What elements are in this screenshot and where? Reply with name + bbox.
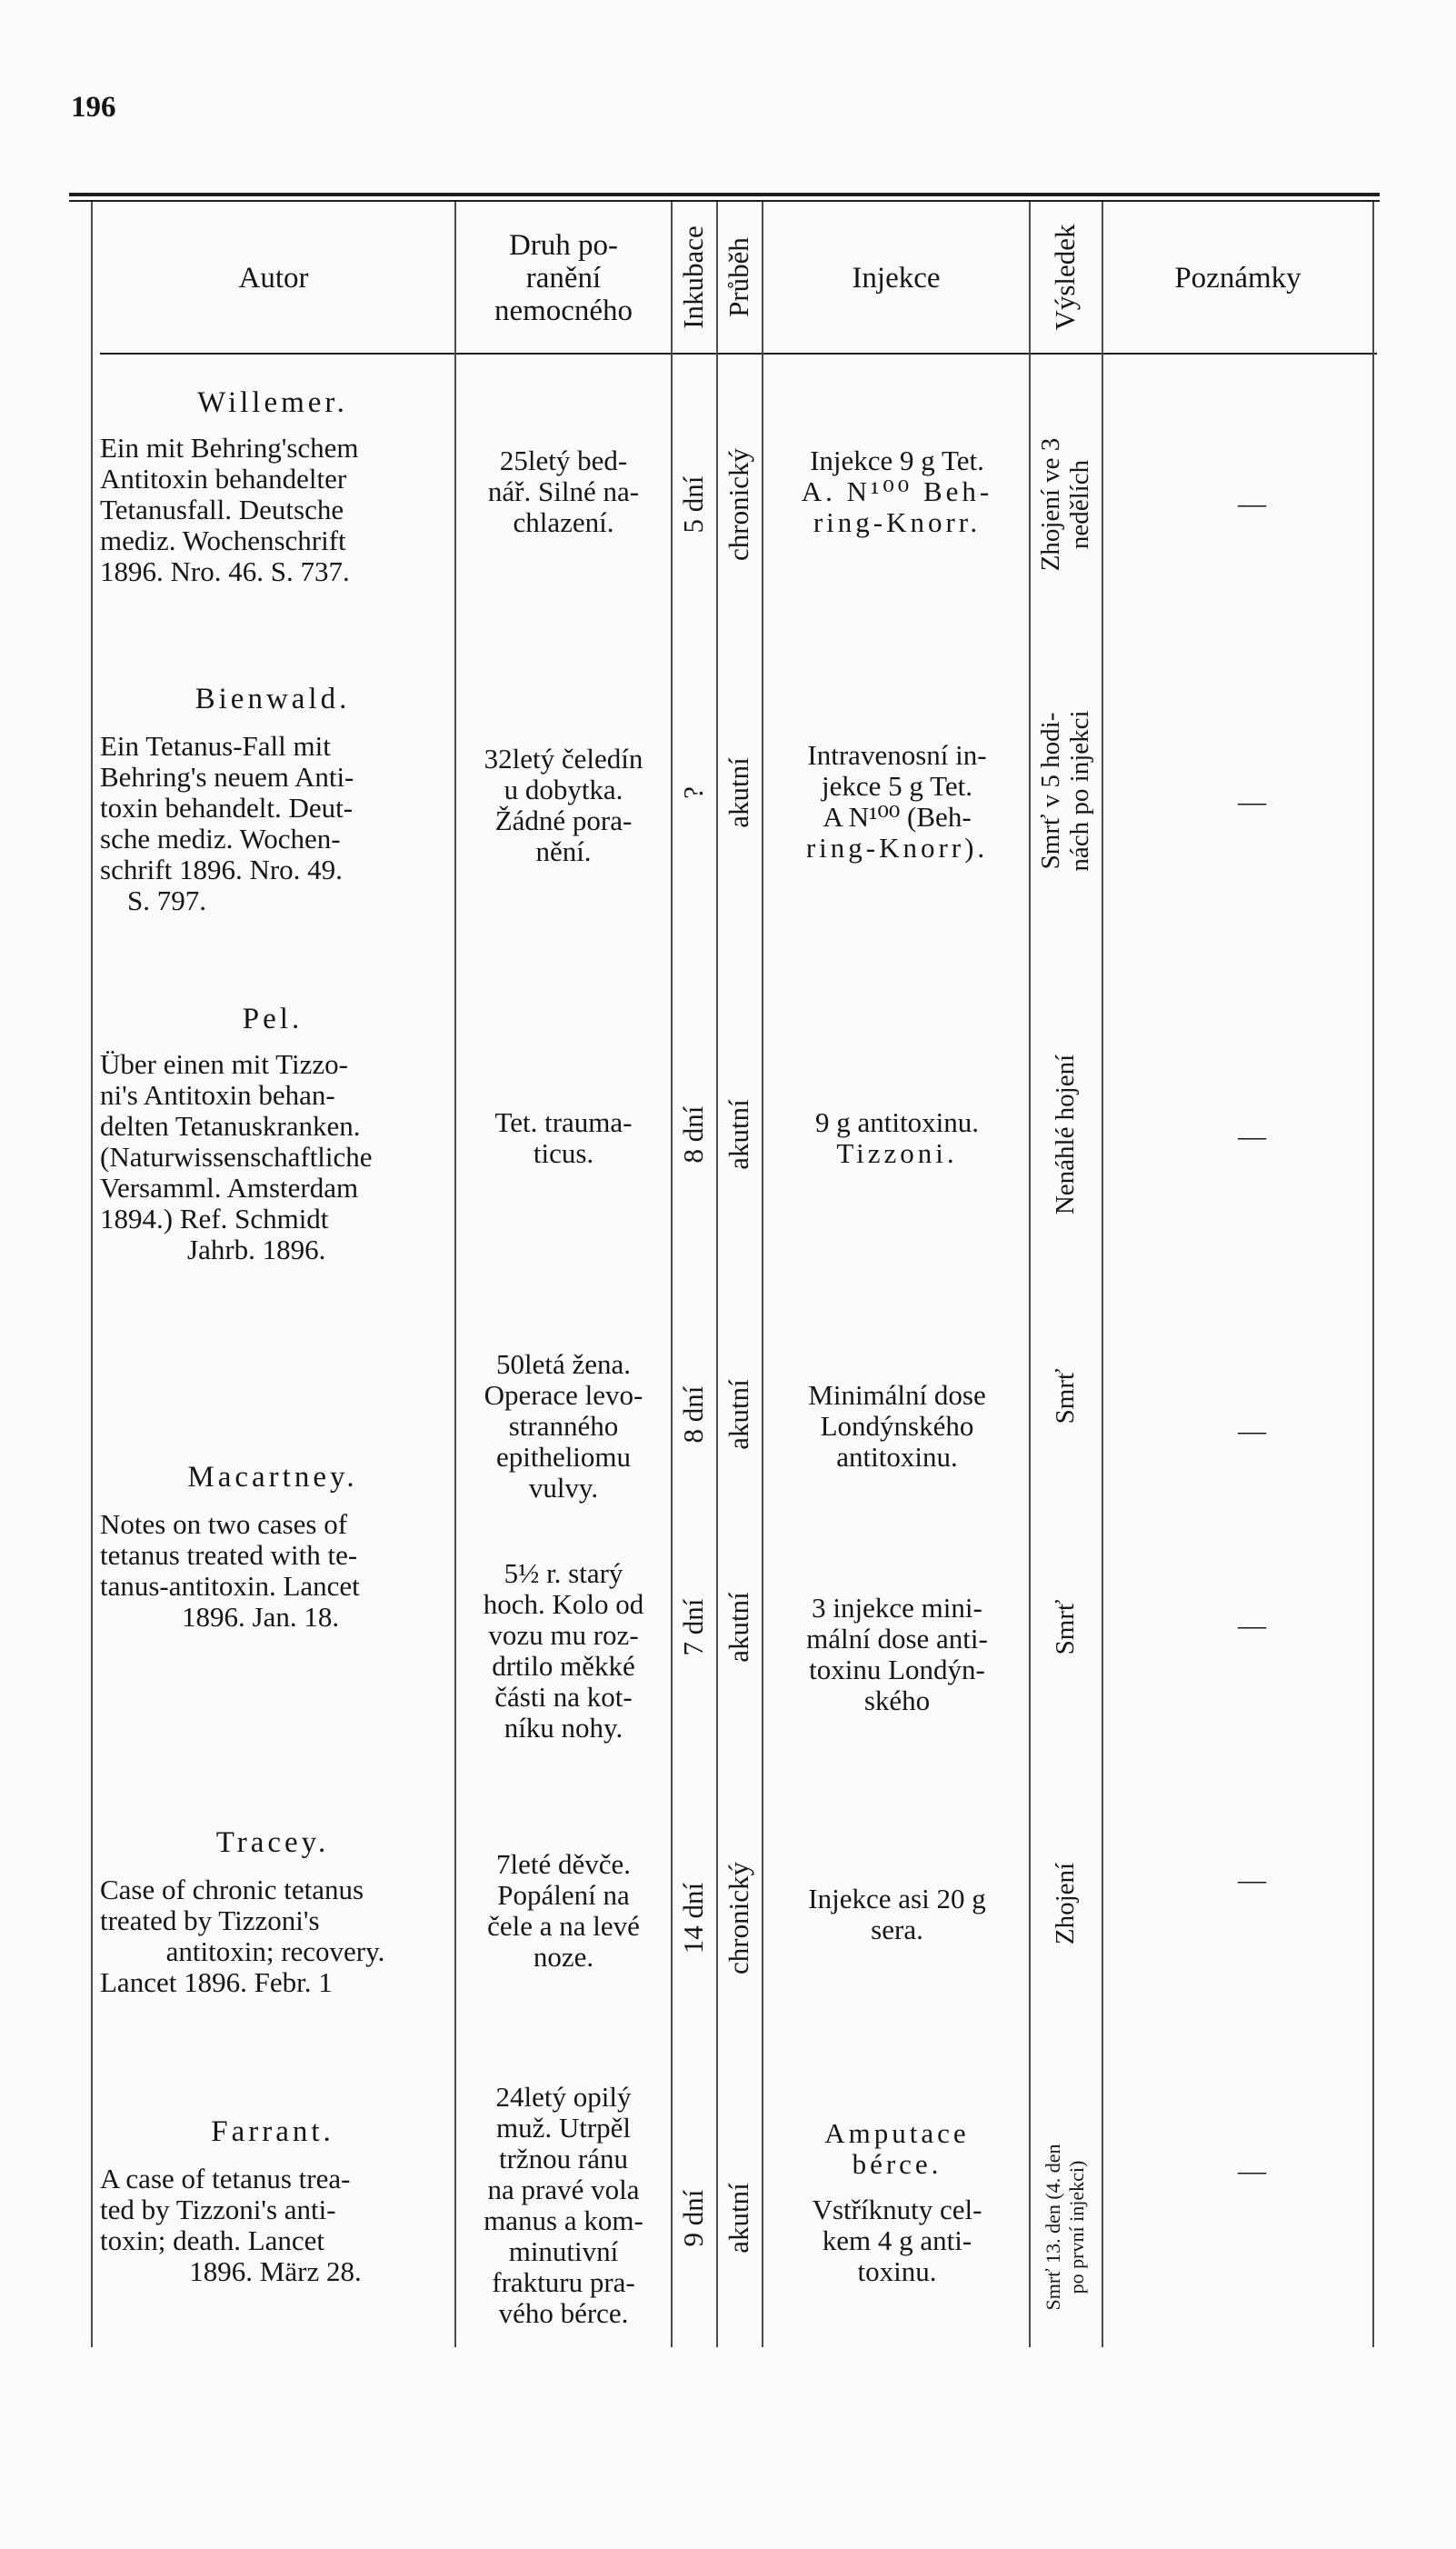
injury-line: ticus. xyxy=(533,1137,594,1169)
header-druh-line-3: nemocného xyxy=(494,295,633,327)
injection-line: mální dose anti- xyxy=(806,1623,988,1654)
header-prubeh: Průběh xyxy=(723,237,754,317)
injury-line: 5½ r. starý xyxy=(504,1557,623,1589)
injury-line: minutivní xyxy=(508,2235,619,2267)
author-reference xyxy=(100,1874,451,1998)
injection-line: A N¹⁰⁰ (Beh- xyxy=(823,801,972,833)
injury-line: Tet. trauma- xyxy=(494,1106,633,1138)
ref-line: (Naturwissenschaftliche xyxy=(100,1141,373,1173)
injury-description xyxy=(456,1558,671,1744)
injury-line: 32letý čeledín xyxy=(484,743,643,775)
result xyxy=(1036,710,1094,871)
result: Zhojení xyxy=(1051,1862,1080,1945)
ref-line: 1896. Nro. 46. S. 737. xyxy=(100,555,350,587)
ref-line: Jahrb. 1896. xyxy=(187,1234,326,1265)
right-border xyxy=(1372,202,1374,2347)
col-divider-inkubace xyxy=(716,202,718,2347)
injection-line: sera. xyxy=(871,1914,923,1945)
injection-line: Tizzoni. xyxy=(836,1137,958,1169)
author-reference xyxy=(100,433,451,587)
header-poznamky: Poznámky xyxy=(1174,262,1301,295)
injury-line: 25letý bed- xyxy=(499,445,628,476)
injury-description xyxy=(456,744,671,867)
ref-line: toxin behandelt. Deut- xyxy=(100,792,354,824)
injury-line: epitheliomu xyxy=(495,1441,632,1473)
ref-line: treated by Tizzoni's xyxy=(100,1904,320,1936)
injection-line: toxinu Londýn- xyxy=(809,1654,985,1685)
author-name: Farrant. xyxy=(211,2115,334,2148)
col-divider-vysledek xyxy=(1102,202,1103,2347)
incubation: 7 dní xyxy=(677,1598,709,1656)
injection-line: Minimální dose xyxy=(808,1379,986,1411)
author-reference xyxy=(100,1509,451,1633)
injury-line: stranného xyxy=(508,1410,619,1442)
author-reference xyxy=(100,731,451,916)
ref-line: antitoxin; recovery. xyxy=(165,1935,385,1967)
ref-line: Case of chronic tetanus xyxy=(100,1874,364,1905)
ref-line: ni's Antitoxin behan- xyxy=(100,1079,335,1111)
ref-line: tetanus treated with te- xyxy=(100,1539,358,1571)
injection xyxy=(765,2118,1029,2287)
injury-line: Operace levo- xyxy=(484,1379,643,1411)
result: Smrť xyxy=(1051,1599,1080,1655)
notes: — xyxy=(1238,1414,1266,1446)
injection-line: Amputace xyxy=(824,2117,970,2149)
injury-description xyxy=(456,1107,671,1169)
injury-line: nění. xyxy=(535,835,592,867)
injection-line: ring-Knorr. xyxy=(813,506,982,538)
injection-line: A. N¹⁰⁰ Beh- xyxy=(801,475,993,507)
incubation: 8 dní xyxy=(677,1105,709,1164)
ref-line: Über einen mit Tizzo- xyxy=(100,1048,348,1080)
header-druh-line-2: ranění xyxy=(525,262,602,295)
incubation: 9 dní xyxy=(677,2189,709,2247)
injury-line: vulvy. xyxy=(528,1472,599,1504)
injection-line: toxinu. xyxy=(857,2255,937,2287)
injury-line: hoch. Kolo od xyxy=(483,1588,644,1620)
injection-line: Injekce 9 g Tet. xyxy=(810,445,984,476)
author-reference xyxy=(100,1049,451,1265)
author-name: Pel. xyxy=(242,1003,304,1035)
author-name: Willemer. xyxy=(197,386,348,419)
result-line: Smrť v 5 hodi- xyxy=(1036,712,1065,870)
ref-line: schrift 1896. Nro. 49. xyxy=(100,854,343,885)
injury-line: části na kot- xyxy=(494,1681,633,1713)
ref-line: Lancet 1896. Febr. 1 xyxy=(100,1966,333,1998)
course: akutní xyxy=(723,2183,754,2254)
incubation: 14 dní xyxy=(677,1882,709,1954)
injury-line: muž. Utrpěl xyxy=(495,2112,632,2144)
header-druh-line-1: Druh po- xyxy=(508,229,619,262)
ref-line: 1896. Jan. 18. xyxy=(182,1601,340,1633)
injection xyxy=(765,740,1029,864)
injury-line: 7leté děvče. xyxy=(495,1848,632,1880)
injury-line: noze. xyxy=(533,1941,594,1973)
result-line: Zhojení ve 3 xyxy=(1036,437,1065,572)
col-divider-druh xyxy=(671,202,673,2347)
injury-line: manus a kom- xyxy=(484,2204,643,2236)
result: Nenáhlé hojení xyxy=(1051,1054,1080,1215)
ref-line: tanus-antitoxin. Lancet xyxy=(100,1570,360,1602)
injury-description xyxy=(456,1849,671,1973)
course: chronický xyxy=(723,448,754,561)
injection-line: jekce 5 g Tet. xyxy=(822,770,972,802)
author-name: Tracey. xyxy=(215,1826,330,1859)
result-line: nách po injekci xyxy=(1065,710,1094,872)
injection xyxy=(765,1884,1029,1945)
header-vysledek: Výsledek xyxy=(1049,224,1081,331)
course: akutní xyxy=(723,1099,754,1170)
page-number: 196 xyxy=(71,91,116,124)
ref-line: 1894.) Ref. Schmidt xyxy=(100,1203,329,1235)
injection xyxy=(765,445,1029,538)
notes: — xyxy=(1238,785,1266,817)
injury-line: na pravé vola xyxy=(487,2174,640,2205)
ref-line: S. 797. xyxy=(127,885,206,916)
ref-line: Tetanusfall. Deutsche xyxy=(100,494,344,525)
author-name: Bienwald. xyxy=(194,683,351,715)
header-injekce: Injekce xyxy=(852,262,941,295)
ref-line: Ein Tetanus-Fall mit xyxy=(100,730,331,762)
injury-line: vého bérce. xyxy=(498,2297,629,2329)
left-border xyxy=(91,202,93,2347)
injection-line: Injekce asi 20 g xyxy=(808,1883,986,1914)
result-line: po první injekci) xyxy=(1065,2160,1088,2294)
result-line: nedělích xyxy=(1065,459,1094,550)
incubation: 8 dní xyxy=(677,1385,709,1444)
notes: — xyxy=(1238,2154,1266,2186)
injury-line: níku nohy. xyxy=(504,1712,623,1744)
ref-line: 1896. März 28. xyxy=(189,2255,362,2287)
injection-line: bérce. xyxy=(852,2148,942,2180)
header-autor: Autor xyxy=(238,262,309,295)
injection xyxy=(765,1380,1029,1473)
injection-line: antitoxinu. xyxy=(836,1441,958,1473)
ref-line: mediz. Wochenschrift xyxy=(100,525,346,556)
injection xyxy=(765,1593,1029,1716)
injury-line: vozu mu roz- xyxy=(488,1619,639,1651)
incubation: 5 dní xyxy=(677,475,709,534)
notes: — xyxy=(1238,487,1266,519)
injection-line: ring-Knorr). xyxy=(805,832,989,864)
injection-line: Vstříknuty cel- xyxy=(812,2194,982,2225)
notes: — xyxy=(1238,1864,1266,1895)
ref-line: ted by Tizzoni's anti- xyxy=(100,2194,336,2225)
col-divider-prubeh xyxy=(762,202,763,2347)
ref-line: Notes on two cases of xyxy=(100,1508,348,1540)
injury-line: Žádné pora- xyxy=(494,805,633,836)
result-line: Smrť 13. den (4. den xyxy=(1042,2144,1064,2311)
injection xyxy=(765,1107,1029,1169)
course: akutní xyxy=(723,1379,754,1450)
ref-line: A case of tetanus trea- xyxy=(100,2163,351,2194)
result xyxy=(1036,438,1094,572)
injury-line: u dobytka. xyxy=(504,774,623,805)
notes: — xyxy=(1238,1120,1266,1152)
author-reference xyxy=(100,2164,451,2287)
injury-line: drtilo měkké xyxy=(492,1650,635,1682)
col-divider-injekce xyxy=(1029,202,1031,2347)
header-rule xyxy=(100,353,1377,355)
course: akutní xyxy=(723,1592,754,1663)
injury-line: tržnou ránu xyxy=(498,2143,629,2174)
course: akutní xyxy=(723,757,754,828)
injury-line: 24letý opilý xyxy=(495,2081,632,2113)
ref-line: toxin; death. Lancet xyxy=(100,2224,325,2256)
top-rule-thin xyxy=(69,200,1380,202)
incubation: ? xyxy=(677,786,709,799)
top-rule-thick xyxy=(69,193,1380,196)
injury-line: chlazení. xyxy=(513,506,614,538)
ref-line: delten Tetanuskranken. xyxy=(100,1110,361,1142)
injury-description xyxy=(456,445,671,538)
injection-line: Intravenosní in- xyxy=(807,739,987,771)
injury-line: 50letá žena. xyxy=(495,1348,632,1380)
result xyxy=(1042,2144,1089,2311)
injury-description xyxy=(456,1349,671,1504)
injection-line: ského xyxy=(863,1684,931,1716)
injury-line: čele a na levé xyxy=(487,1910,640,1942)
author-name: Macartney. xyxy=(187,1461,358,1494)
course: chronický xyxy=(723,1862,754,1974)
ref-line: Ein mit Behring'schem xyxy=(100,432,359,464)
injury-line: frakturu pra- xyxy=(492,2266,635,2298)
injury-line: Popálení na xyxy=(497,1879,630,1911)
injury-line: nář. Silné na- xyxy=(487,475,640,507)
ref-line: Versamml. Amsterdam xyxy=(100,1172,359,1204)
ref-line: Antitoxin behandelter xyxy=(100,463,347,495)
injection-line: kem 4 g anti- xyxy=(822,2224,972,2256)
ref-line: Behring's neuem Anti- xyxy=(100,761,354,793)
result: Smrť xyxy=(1051,1368,1080,1424)
header-inkubace: Inkubace xyxy=(677,225,709,329)
injury-description xyxy=(456,2082,671,2329)
header-druh xyxy=(456,229,671,327)
injection-line: Londýnského xyxy=(820,1410,974,1442)
ref-line: sche mediz. Wochen- xyxy=(100,823,341,855)
notes: — xyxy=(1238,1609,1266,1641)
injection-line: 3 injekce mini- xyxy=(812,1592,982,1624)
injection-line: 9 g antitoxinu. xyxy=(815,1106,979,1138)
